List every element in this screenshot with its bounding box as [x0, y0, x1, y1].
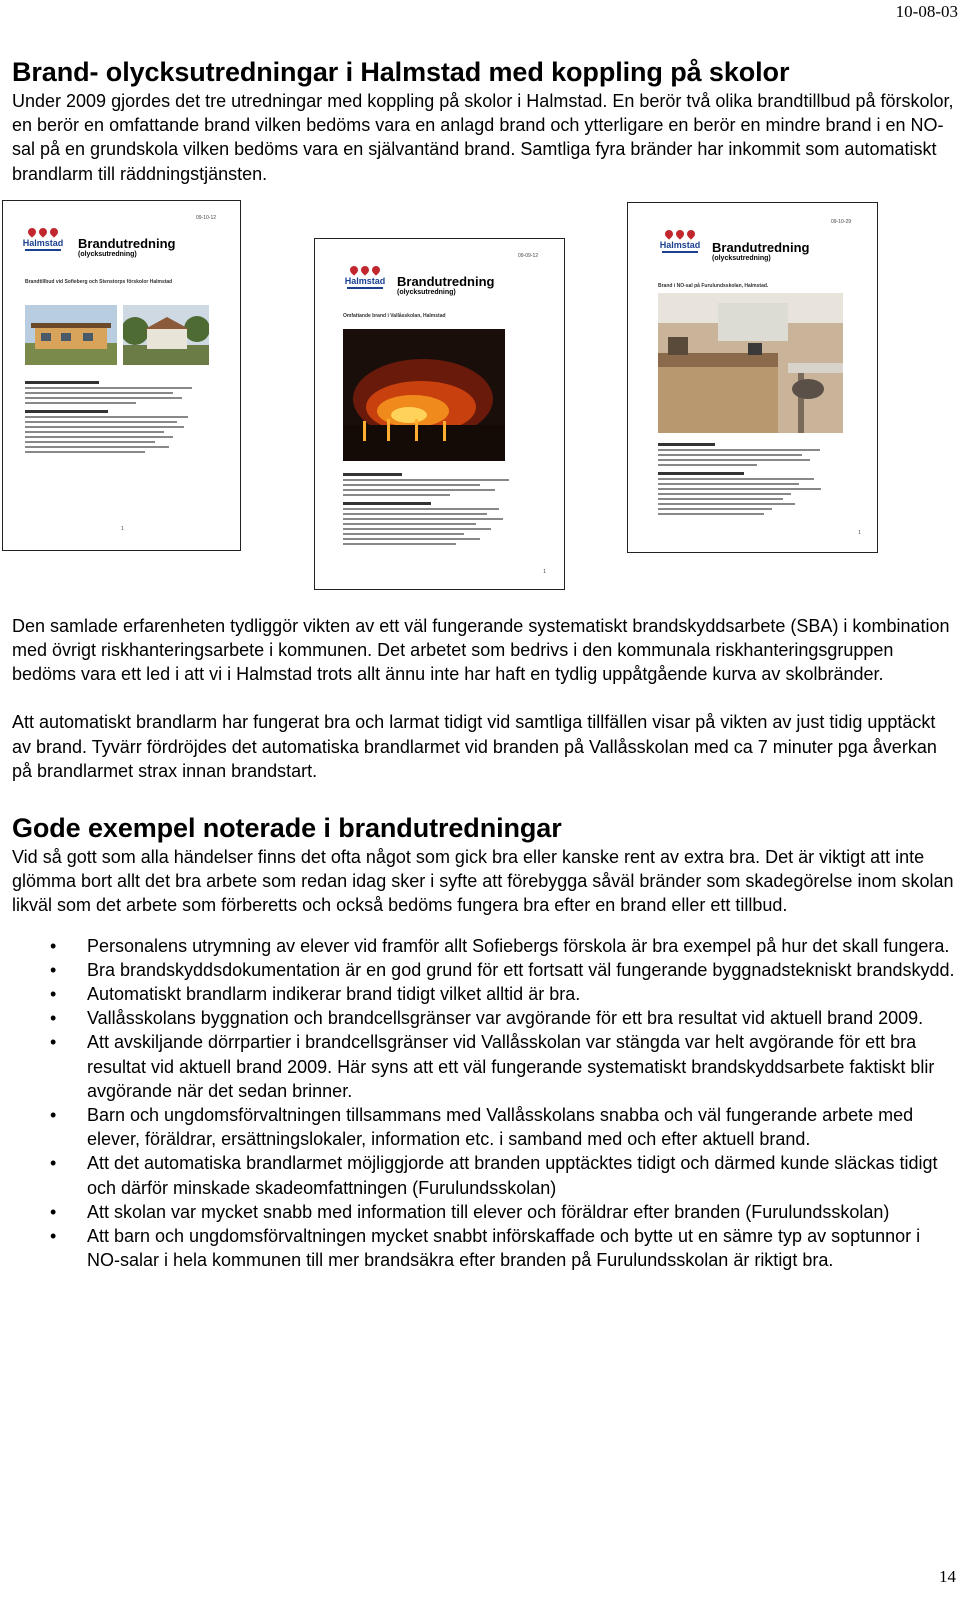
document-body [12, 55, 957, 1272]
report-date: 09-10-12 [195, 214, 216, 221]
paragraph-automatic-alarm: Att automatiskt brandlarm har fungerat bra och larmat tidigt vid samtliga tillfällen visar på vikten av just tidig upptäckt av brand. Tyvärr fördröjdes det automatiska brandlarmet vid branden på Vallåsskolan med ca 7 minuter pga åverkan på brandlarmet strax innan brandstart. [12, 712, 937, 781]
report-heading: Brandtillbud vid Sofieberg och Stenstorps förskolor Halmstad [25, 278, 173, 285]
section-heading-fire-investigations: Brand- olycksutredningar i Halmstad med koppling på skolor [12, 57, 790, 87]
report-page-number: 1 [858, 529, 861, 536]
report-photo-preschool-2 [123, 305, 209, 365]
report-covers-figure [12, 200, 957, 614]
bullet-icon: • [50, 1226, 57, 1247]
report-date: 09-09-12 [517, 252, 538, 259]
report-photo-no-classroom [658, 293, 843, 433]
bullet-icon: • [50, 935, 57, 956]
list-item: • Vallåsskolans byggnation och brandcellsgränser var avgörande för ett bra resultat vid aktuell brand 2009. [12, 1006, 957, 1030]
report-heading: Brand i NO-sal på Furulundsskolan, Halmstad. [658, 282, 769, 289]
section-heading-good-examples: Gode exempel noterade i brandutredningar [12, 813, 562, 844]
list-item: • Att skolan var mycket snabb med information till elever och föräldrar efter branden (Furulundsskolan) [12, 1200, 957, 1224]
page-number: 14 [939, 1567, 956, 1586]
report-page-number: 1 [543, 568, 546, 575]
bullet-icon: • [50, 1153, 57, 1174]
report-title: Brandutredning [712, 239, 810, 255]
section2-intro-paragraph: Vid så gott som alla händelser finns det ofta något som gick bra eller kanske rent av extra bra. Det är viktigt att inte glömma bort allt det bra arbete som redan idag sker i syfte att förebygga såväl bränder som skadegörelse inom skolan likväl som det arbete som förberetts och också bedöms fungera bra efter en brand eller ett tillbud. [12, 847, 954, 916]
bullet-icon: • [50, 1008, 57, 1029]
report-cover-vallasskolan [314, 238, 565, 590]
bullet-icon: • [50, 1032, 57, 1053]
list-item: • Att avskiljande dörrpartier i brandcellsgränser vid Vallåsskolan var stängda var helt avgörande för ett bra resultat vid aktuell brand 2009. Här syns att ett väl fungerande systematiskt brandskyddsarbete faktiskt blir avgörande när det sedan brinner. [50, 1032, 935, 1101]
section-intro-paragraph: Under 2009 gjordes det tre utredningar med koppling på skolor i Halmstad. En berör två olika brandtillbud på förskolor, en berör en omfattande brand vilken bedöms vara en anlagd brand och ytterligare en berör en mindre brand i en NO-sal på en grundskola vilken bedöms vara en självantänd brand. Samtliga fyra bränder har inkommit som automatiskt brandlarm till räddningstjänsten. [12, 91, 954, 184]
paragraph-sba-experience: Den samlade erfarenheten tydliggör vikten av ett väl fungerande systematiskt brandskyddsarbete (SBA) i kombination med övrigt riskhanteringsarbete i kommunen. Det arbetet som bedrivs i den kommunala riskhanteringsgruppen bedöms vara ett led i att vi i Halmstad trots allt ännu inte har haft en tydlig uppåtgående kurva av skolbränder. [12, 615, 950, 685]
report-photo-preschool [25, 305, 117, 365]
list-item: • Att det automatiska brandlarmet möjliggjorde att branden upptäcktes tidigt och därmed kunde släckas tidigt och därför minskade skadeomfattningen (Furulundsskolan) [50, 1153, 938, 1198]
halmstad-logo: Halmstad [658, 229, 702, 255]
bullet-icon: • [50, 959, 57, 980]
report-subtitle: (olycksutredning) [712, 254, 771, 262]
report-photo-school-fire [343, 329, 505, 461]
list-item: • Automatiskt brandlarm indikerar brand tidigt vilket alltid är bra. [12, 982, 957, 1006]
bullet-icon: • [50, 1105, 57, 1126]
report-subtitle: (olycksutredning) [78, 250, 137, 258]
header-date: 10-08-03 [895, 2, 958, 21]
halmstad-logo: Halmstad [21, 227, 65, 253]
report-page-number: 1 [121, 525, 124, 532]
list-item: • Bra brandskyddsdokumentation är en god grund för ett fortsatt väl fungerande byggnadstekniskt brandskydd. [12, 958, 957, 982]
halmstad-logo: Halmstad [343, 265, 387, 291]
report-title: Brandutredning [397, 273, 495, 289]
report-subtitle: (olycksutredning) [397, 288, 456, 296]
report-heading: Omfattande brand i Vallåsskolan, Halmstad [343, 312, 446, 319]
list-item: • Att barn och ungdomsförvaltningen mycket snabbt införskaffade och bytte ut en sämre typ av soptunnor i NO-salar i hela kommunen till mer brandsäkra efter branden på Furulundsskolan är riktigt bra. [50, 1226, 921, 1271]
report-cover-sofieberg [2, 200, 241, 551]
report-date: 09-10-29 [830, 218, 851, 225]
good-examples-list [12, 934, 957, 1273]
list-item: • Personalens utrymning av elever vid framför allt Sofiebergs förskola är bra exempel på hur det skall fungera. [12, 934, 957, 958]
bullet-icon: • [50, 1201, 57, 1222]
report-cover-furulundsskolan [627, 202, 878, 553]
bullet-icon: • [50, 984, 57, 1005]
list-item: • Barn och ungdomsförvaltningen tillsammans med Vallåsskolans snabba och väl fungerande arbete med elever, föräldrar, ersättningslokaler, information etc. i samband med och efter aktuell brand. [50, 1105, 914, 1150]
report-title: Brandutredning [78, 235, 176, 251]
